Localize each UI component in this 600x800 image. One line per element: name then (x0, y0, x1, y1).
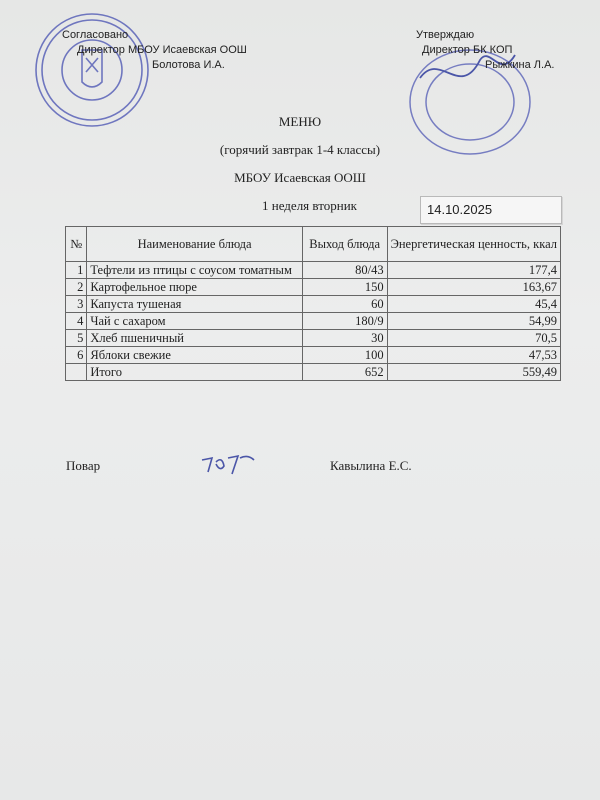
row-output: 180/9 (302, 313, 387, 330)
row-dish: Чай с сахаром (87, 313, 302, 330)
row-energy: 177,4 (387, 262, 560, 279)
col-header-energy: Энергетическая ценность, ккал (387, 227, 560, 262)
row-energy: 54,99 (387, 313, 560, 330)
table-row (66, 330, 561, 347)
cook-signature (198, 452, 258, 478)
approval-position: Директор МБОУ Исаевская ООШ (77, 44, 247, 56)
row-output: 30 (302, 330, 387, 347)
row-dish: Картофельное пюре (87, 279, 302, 296)
col-header-output: Выход блюда (302, 227, 387, 262)
row-number: 4 (66, 313, 87, 330)
row-dish: Хлеб пшеничный (87, 330, 302, 347)
week-day-label: 1 неделя вторник (262, 198, 357, 213)
school-name: МБОУ Исаевская ООШ (234, 170, 366, 185)
row-number: 2 (66, 279, 87, 296)
table-row (66, 347, 561, 364)
approval-block-left (62, 28, 247, 73)
row-dish: Тефтели из птицы с соусом томатным (87, 262, 302, 279)
table-row (66, 262, 561, 279)
row-number: 1 (66, 262, 87, 279)
col-header-dish: Наименование блюда (87, 227, 302, 262)
row-energy: 70,5 (387, 330, 560, 347)
row-dish: Яблоки свежие (87, 347, 302, 364)
approve-position: Директор БК КОП (422, 44, 513, 56)
approval-block-right (415, 28, 554, 73)
table-row (66, 296, 561, 313)
table-row (66, 313, 561, 330)
row-output: 80/43 (302, 262, 387, 279)
row-number: 3 (66, 296, 87, 313)
table-row (66, 279, 561, 296)
row-output: 60 (302, 296, 387, 313)
approval-label: Согласовано (62, 29, 129, 41)
table-header-row (66, 227, 561, 262)
total-energy: 559,49 (387, 364, 560, 381)
menu-table (65, 226, 561, 381)
row-output: 100 (302, 347, 387, 364)
row-energy: 45,4 (387, 296, 560, 313)
approve-name: Рыжкина Л.А. (485, 59, 555, 71)
approve-label: Утверждаю (416, 29, 475, 41)
table-total-row (66, 364, 561, 381)
total-output: 652 (302, 364, 387, 381)
row-energy: 47,53 (387, 347, 560, 364)
row-number: 5 (66, 330, 87, 347)
total-number (66, 364, 87, 381)
row-dish: Капуста тушеная (87, 296, 302, 313)
approval-name: Болотова И.А. (152, 59, 225, 71)
page-title: МЕНЮ (278, 114, 322, 129)
cook-name: Кавылина Е.С. (330, 458, 412, 473)
total-label: Итого (87, 364, 302, 381)
page-subtitle: (горячий завтрак 1-4 классы) (219, 142, 381, 157)
row-energy: 163,67 (387, 279, 560, 296)
row-number: 6 (66, 347, 87, 364)
row-output: 150 (302, 279, 387, 296)
col-header-number: № (66, 227, 87, 262)
cook-role-label: Повар (66, 458, 101, 473)
date-field: 14.10.2025 (420, 196, 562, 224)
